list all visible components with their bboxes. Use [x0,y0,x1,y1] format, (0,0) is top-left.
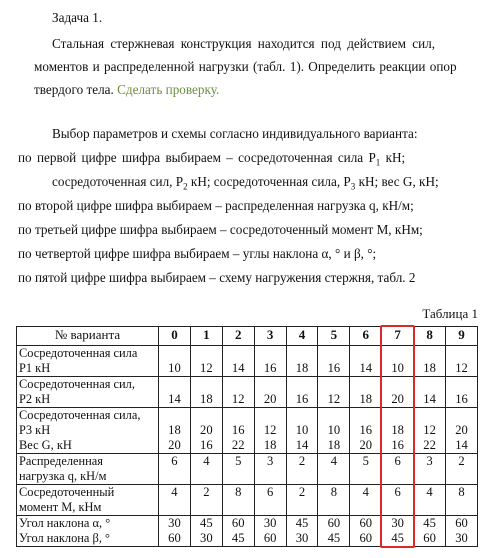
cell-col-7 [382,377,414,408]
header-col-8: 8 [414,327,446,346]
cell-value: 14 [359,361,373,375]
cell-value: 16 [359,423,373,437]
header-col-9: 9 [446,327,478,346]
cell-value: 18 [423,361,436,375]
cell-value [289,469,316,484]
cell-value: 20 [200,423,213,437]
row-label [17,408,159,454]
cell-value: 20 [391,392,404,406]
row-label [17,346,159,377]
cell-value [416,346,443,361]
cell-value: 20 [263,392,277,406]
cell-value [257,469,284,484]
cell-col-0 [159,516,191,547]
cell-value [384,408,411,423]
cell-value: 14 [423,392,436,406]
cell-col-0 [159,346,191,377]
table-row [17,346,478,377]
table-caption: Таблица 1 [422,306,478,321]
cell-value: 45 [423,516,436,530]
row-label-line: Угол наклона α, ° [19,516,111,530]
cell-col-8 [414,516,446,547]
paragraph-line-1: Стальная стержневая конструкция находится под действием сил, [52,36,436,51]
cell-value [161,408,188,423]
row-label-line: момент M, кНм [19,500,102,514]
cell-value: 8 [235,485,242,499]
row-label-line: Сосредоточенная сила, [19,408,141,422]
params-line-2 [52,174,439,195]
cell-value [289,500,316,515]
table-row [17,454,478,485]
row-label-line: Распределенная [19,454,103,468]
cell-value: 16 [231,423,245,437]
cell-value: 5 [362,454,369,468]
table-row [17,485,478,516]
cell-col-3 [254,516,286,547]
cell-value: 18 [359,392,373,406]
cell-value [416,500,443,515]
header-col-3: 3 [254,327,286,346]
cell-value [225,500,252,515]
params-line-2a: сосредоточенная сил, P [52,174,184,189]
row-label-line: Вес G, кН [19,438,72,452]
cell-value: 14 [455,438,468,452]
cell-value: 14 [231,361,245,375]
cell-value: 60 [168,531,181,545]
cell-col-1 [190,454,222,485]
cell-value: 60 [231,516,245,530]
paragraph-line-3-text: твердого тела. [34,82,114,97]
cell-col-1 [190,408,222,454]
header-col-4: 4 [286,327,318,346]
cell-col-4 [286,346,318,377]
cell-value: 16 [263,361,277,375]
cell-value [161,500,188,515]
cell-col-9 [446,454,478,485]
cell-value: 8 [330,485,338,499]
cell-value [225,469,252,484]
cell-col-2 [222,408,254,454]
cell-col-4 [286,516,318,547]
cell-value: 20 [359,438,373,452]
cell-col-9 [446,408,478,454]
cell-col-9 [446,377,478,408]
cell-value: 6 [171,454,178,468]
cell-col-8 [414,454,446,485]
cell-value: 12 [231,392,245,406]
cell-value [384,346,411,361]
cell-value: 14 [295,438,309,452]
cell-col-3 [254,377,286,408]
cell-col-9 [446,346,478,377]
row-label-line: Угол наклона β, ° [19,531,110,545]
cell-value [448,346,475,361]
cell-value [193,408,220,423]
cell-value: 2 [298,485,306,499]
table-row [17,516,478,547]
params-line-3: по второй цифре шифра выбираем – распределенная нагрузка q, кН/м; [18,198,414,213]
cell-value [352,346,379,361]
params-line-4: по третьей цифре шифра выбираем – сосредоточенный момент M, кНм; [18,222,423,237]
cell-col-6 [350,485,382,516]
cell-value [352,408,379,423]
cell-value [257,500,284,515]
cell-col-2 [222,485,254,516]
cell-col-7 [382,454,414,485]
params-line-2c: кН; вес G, кН; [355,174,439,189]
check-link[interactable]: Сделать проверку. [117,82,220,97]
cell-value [384,500,411,515]
cell-col-4 [286,377,318,408]
cell-value: 22 [231,438,245,452]
cell-col-1 [190,377,222,408]
cell-value [161,346,188,361]
cell-col-4 [286,485,318,516]
params-line-1-end: кН; [380,150,406,165]
cell-value: 12 [455,361,468,375]
params-line-1 [18,150,405,171]
cell-value: 16 [295,392,309,406]
cell-value: 16 [327,361,341,375]
cell-value: 45 [327,531,341,545]
cell-col-3 [254,485,286,516]
cell-value: 18 [168,423,181,437]
cell-value: 18 [391,423,404,437]
cell-value: 22 [423,438,436,452]
cell-col-6 [350,346,382,377]
cell-value: 45 [231,531,245,545]
cell-value [448,500,475,515]
header-col-1: 1 [190,327,222,346]
cell-value: 18 [263,438,277,452]
cell-value [384,377,411,392]
cell-col-6 [350,408,382,454]
cell-value: 45 [391,531,404,545]
variants-table [16,326,478,547]
cell-value: 60 [263,531,277,545]
cell-value: 30 [263,516,277,530]
row-label [17,485,159,516]
cell-value [448,377,475,392]
cell-value: 30 [391,516,404,530]
cell-value: 20 [168,438,181,452]
cell-value [225,346,252,361]
row-label [17,516,159,547]
task-title: Задача 1. [52,10,103,25]
cell-col-1 [190,516,222,547]
cell-value: 12 [263,423,277,437]
cell-value: 2 [458,454,465,468]
params-line-1-text: по первой цифре шифра выбираем – сосредоточенная сила P [18,150,376,165]
cell-value: 20 [455,423,468,437]
cell-col-5 [318,377,350,408]
cell-col-5 [318,454,350,485]
cell-value: 4 [426,485,433,499]
cell-value [352,500,379,515]
cell-value [448,408,475,423]
cell-value: 16 [455,392,468,406]
header-label: № варианта [17,327,159,346]
header-col-2: 2 [222,327,254,346]
cell-value: 16 [200,438,213,452]
cell-value [161,469,188,484]
cell-col-7 [382,485,414,516]
cell-value: 10 [168,361,181,375]
cell-value: 10 [295,423,309,437]
cell-value [225,377,252,392]
paragraph-line-3 [34,82,219,98]
cell-value [257,346,284,361]
header-col-5: 5 [318,327,350,346]
cell-value: 12 [423,423,436,437]
row-label-line: P2 кН [19,392,51,406]
cell-col-3 [254,454,286,485]
cell-value [257,377,284,392]
cell-value: 6 [394,485,401,499]
cell-value: 30 [455,531,468,545]
cell-value: 4 [171,485,178,499]
cell-value: 18 [327,438,341,452]
row-label [17,377,159,408]
cell-value [352,377,379,392]
cell-value: 18 [200,392,213,406]
row-label-line: P1 кН [19,361,51,375]
cell-value [416,408,443,423]
cell-value [320,377,347,392]
cell-value [193,500,220,515]
cell-value [225,408,252,423]
cell-col-0 [159,408,191,454]
cell-value: 6 [394,454,401,468]
params-line-2b-sub: 3 [350,181,356,192]
cell-col-4 [286,454,318,485]
row-label-line: Сосредоточенный [19,485,115,499]
cell-value: 45 [200,516,213,530]
cell-value [384,469,411,484]
cell-value: 60 [359,516,373,530]
cell-value [320,500,347,515]
cell-value: 14 [168,392,181,406]
cell-value: 4 [330,454,338,468]
cell-value: 10 [391,361,404,375]
cell-value [193,377,220,392]
cell-value: 30 [295,531,309,545]
cell-value [289,408,316,423]
header-col-6: 6 [350,327,382,346]
header-col-7: 7 [382,327,414,346]
cell-value: 60 [423,531,436,545]
params-heading: Выбор параметров и схемы согласно индивидуального варианта: [52,126,418,141]
cell-value: 8 [458,485,465,499]
row-label-line: Сосредоточенная сила [19,346,138,360]
row-label [17,454,159,485]
params-line-2a-sub: 2 [183,181,188,192]
cell-value: 6 [266,485,274,499]
row-label-line: P3 кН [19,423,51,437]
cell-col-5 [318,485,350,516]
cell-value: 2 [298,454,306,468]
cell-col-9 [446,516,478,547]
cell-col-2 [222,377,254,408]
cell-col-4 [286,408,318,454]
cell-col-8 [414,408,446,454]
cell-col-0 [159,454,191,485]
cell-value [289,377,316,392]
cell-col-3 [254,346,286,377]
cell-col-5 [318,346,350,377]
cell-col-7 [382,516,414,547]
cell-value [416,469,443,484]
cell-col-9 [446,485,478,516]
cell-value: 4 [203,454,210,468]
cell-value [352,469,379,484]
cell-value: 12 [327,392,341,406]
cell-col-1 [190,346,222,377]
cell-value: 2 [203,485,210,499]
cell-value [289,346,316,361]
cell-col-0 [159,485,191,516]
cell-col-2 [222,516,254,547]
cell-col-8 [414,377,446,408]
row-label-line: нагрузка q, кН/м [19,469,107,483]
cell-col-2 [222,346,254,377]
cell-col-7 [382,346,414,377]
cell-value [416,377,443,392]
cell-col-3 [254,408,286,454]
cell-value: 12 [200,361,213,375]
table-header-row [17,327,478,346]
cell-value [161,377,188,392]
cell-value: 3 [426,454,433,468]
cell-value [193,469,220,484]
table-row [17,377,478,408]
cell-col-6 [350,377,382,408]
cell-col-0 [159,377,191,408]
cell-value: 30 [200,531,213,545]
cell-value [448,469,475,484]
paragraph-line-2: моментов и распределенной нагрузки (табл. 1). Определить реакции опор [34,59,457,74]
cell-col-7 [382,408,414,454]
cell-value: 60 [359,531,373,545]
cell-value: 4 [362,485,369,499]
header-col-0: 0 [159,327,191,346]
cell-col-2 [222,454,254,485]
params-line-6: по пятой цифре шифра выбираем – схему нагружения стержня, табл. 2 [18,270,416,285]
cell-value: 60 [327,516,341,530]
cell-col-5 [318,408,350,454]
row-label-line: Сосредоточенная сил, [19,377,135,391]
cell-col-6 [350,516,382,547]
cell-value [320,346,347,361]
cell-value: 30 [168,516,181,530]
params-line-2b: кН; сосредоточенная сила, P [187,174,351,189]
cell-value: 60 [455,516,468,530]
cell-col-1 [190,485,222,516]
cell-value: 10 [327,423,341,437]
params-line-5: по четвертой цифре шифра выбираем – углы наклона α, ° и β, °; [18,246,377,261]
cell-value: 3 [266,454,274,468]
cell-col-6 [350,454,382,485]
cell-value [320,408,347,423]
cell-value: 5 [235,454,242,468]
cell-value [320,469,347,484]
cell-value: 16 [391,438,404,452]
cell-col-8 [414,485,446,516]
cell-value [257,408,284,423]
cell-value: 18 [295,361,309,375]
cell-col-8 [414,346,446,377]
cell-col-5 [318,516,350,547]
cell-value: 45 [295,516,309,530]
cell-value [193,346,220,361]
table-row [17,408,478,454]
params-line-1-sub: 1 [375,157,381,168]
